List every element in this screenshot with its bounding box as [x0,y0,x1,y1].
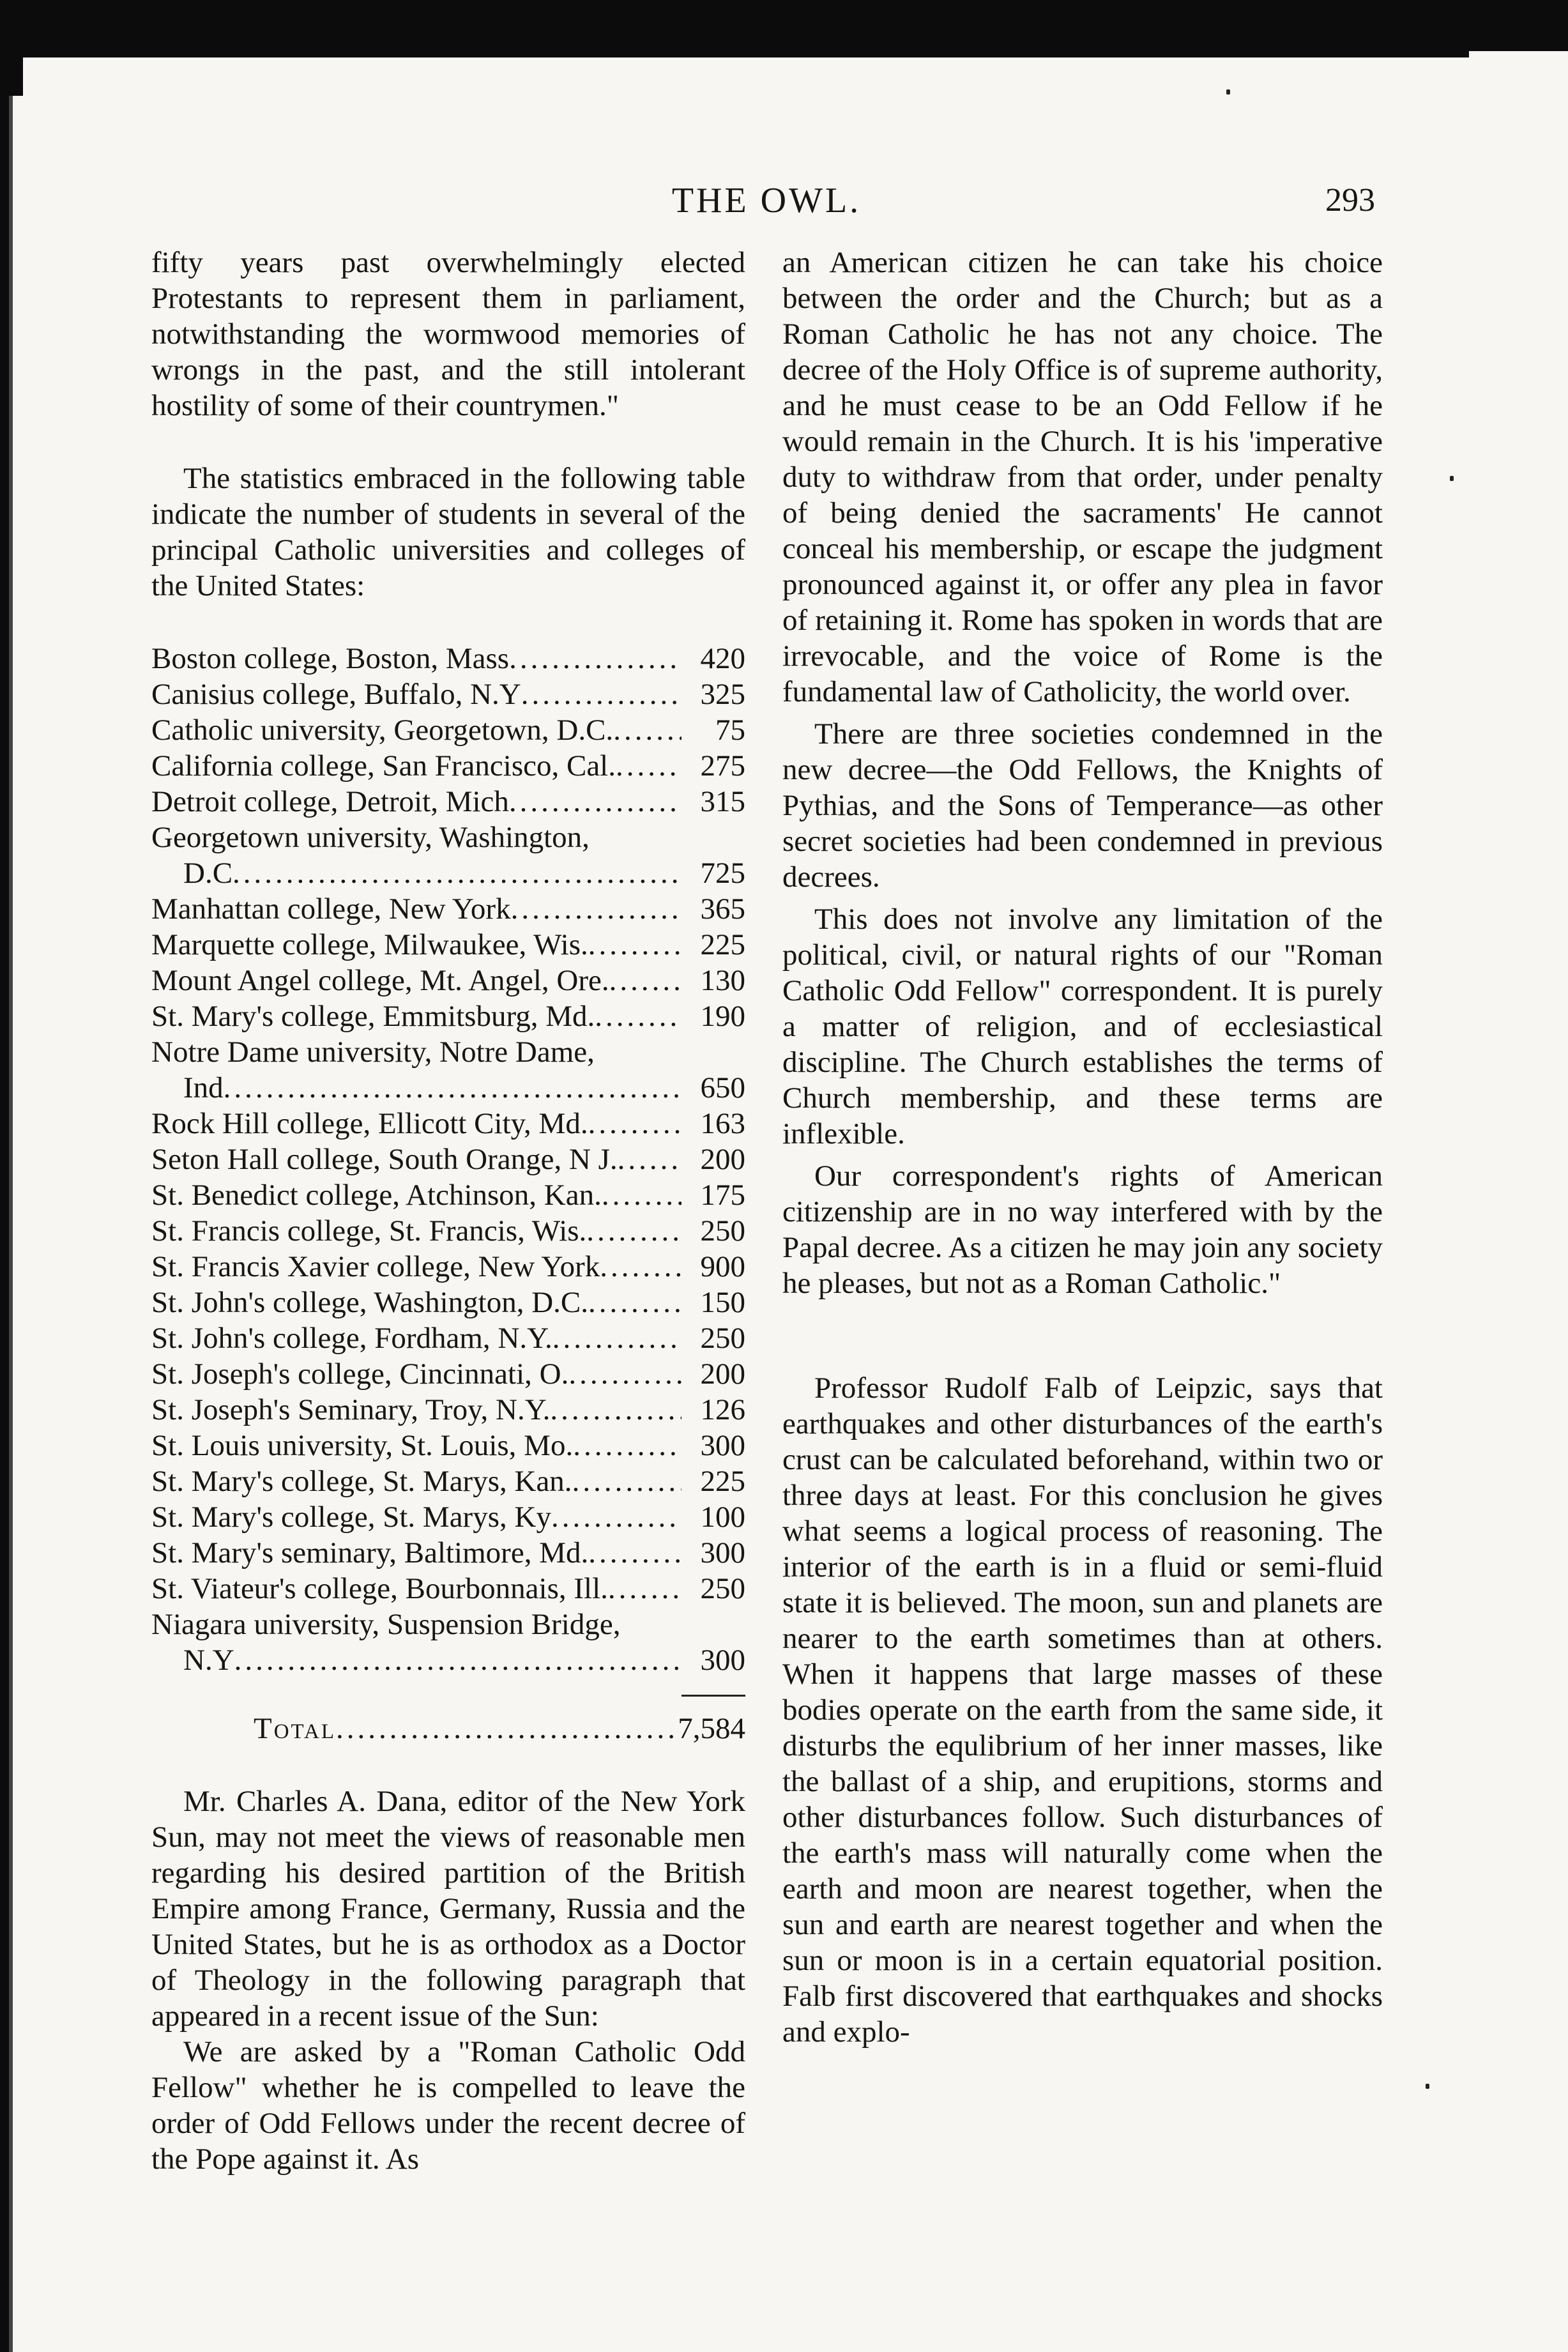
scan-corner-mark [9,57,23,96]
scan-speck [1426,2084,1429,2089]
paragraph: an American citizen he can take his choice between the order and the Church; but as a Roman Catholic he has not any choice. The decree of the Holy Office is of supreme authority, and he must cease to be an Odd Fellow if he would remain in the Church. It is his 'imperative duty to withdraw from that order, under penalty of being denied the sacraments' He cannot conceal his membership, or escape the judgment pronounced against it, or offer any plea in favor of retaining it. Rome has spoken in words that are irrevocable, and the voice of Rome is the fundamental law of Catholicity, the world over. [782,246,1383,708]
paragraph: Our correspondent's rights of American citizenship are in no way interfered with by the Papal decree. As a citizen he may join any society he pleases, but not as a Roman Catholic." [782,1159,1383,1300]
paragraph: We are asked by a "Roman Catholic Odd Fellow" whether he is compelled to leave the order of Odd Fellows under the recent decree of the Pope against it. As [151,2035,745,2176]
table-row: St. Joseph's college, Cincinnati, O. ..... 200 [151,1356,745,1392]
table-row: St. Francis college, St. Francis, Wis. ..... 250 [151,1213,745,1249]
table-row: Notre Dame university, Notre Dame, [151,1035,595,1069]
table-row: Seton Hall college, South Orange, N J. ..... 200 [151,1142,745,1177]
paragraph: The statistics embraced in the following table indicate the number of students in several of the principal Catholic universities and colleges of the United States: [151,462,745,602]
table-row: Manhattan college, New York ..... 365 [151,891,745,927]
paragraph: Mr. Charles A. Dana, editor of the New York Sun, may not meet the views of reasonable men regarding his desired partition of the British Empire among France, Germany, Russia and the United States, but he is as orthodox as a Doctor of Theology in the following paragraph that appeared in a recent issue of the Sun: [151,1785,745,2033]
paragraph: Professor Rudolf Falb of Leipzic, says that earthquakes and other disturbances of the earth's crust can be calculated beforehand, within two or three days at least. For this conclusion he gives what seems a logical process of reasoning. The interior of the earth is in a fluid or semi-fluid state it is believed. The moon, sun and planets are nearer to the earth sometimes than at others. When it happens that large masses of these bodies operate on the earth from the same side, it disturbs the equlibrium of her inner masses, like the ballast of a ship, and erupitions, storms and other disturbances follow. Such disturbances of the earth's mass will naturally come when the earth and moon are nearest together, when the sun and earth are nearest together and when the sun or moon is in a certain equatorial position. Falb first discovered that earthquakes and shocks and explo- [782,1371,1383,2049]
total-rule [681,1695,745,1697]
table-row: St. Viateur's college, Bourbonnais, Ill. ..... 250 [151,1571,745,1607]
paragraph: There are three societies condemned in the new decree—the Odd Fellows, the Knights of Pythias, and the Sons of Temperance—as other secret societies had been condemned in previous decrees. [782,717,1383,894]
scan-speck [1450,476,1454,481]
scan-left-shadow [9,57,13,2352]
table-row: St. Mary's seminary, Baltimore, Md. ..... 300 [151,1535,745,1571]
table-row: St. Joseph's Seminary, Troy, N.Y. ..... 126 [151,1392,745,1428]
table-row: Marquette college, Milwaukee, Wis. ..... 225 [151,927,745,963]
table-row: Canisius college, Buffalo, N.Y ..... 325 [151,676,745,712]
table-row: D.C ..... 725 [151,855,745,891]
table-row: Ind ..... 650 [151,1070,745,1106]
table-row: St. Louis university, St. Louis, Mo. ..... 300 [151,1428,745,1463]
page-number: 293 [1325,182,1375,218]
table-row: Detroit college, Detroit, Mich ..... 315 [151,784,745,820]
table-row: St. Mary's college, St. Marys, Ky ..... 100 [151,1499,745,1535]
table-row: St. Benedict college, Atchinson, Kan. ..... 175 [151,1177,745,1213]
right-column [782,245,1383,2050]
table-row: Niagara university, Suspension Bridge, [151,1608,621,1641]
total-value: 7,584 [678,1712,745,1745]
scan-top-border-step [0,51,1469,57]
table-row: Catholic university, Georgetown, D.C. ..... 75 [151,712,745,748]
college-enrollment-table [151,641,745,1746]
table-row: St. John's college, Fordham, N.Y. ..... 250 [151,1320,745,1356]
table-row: Boston college, Boston, Mass ..... 420 [151,641,745,676]
table-row: N.Y ..... 300 [151,1642,745,1678]
total-label: Total [254,1712,337,1745]
paragraph: This does not involve any limitation of the political, civil, or natural rights of our "Roman Catholic Odd Fellow" correspondent. It is purely a matter of religion, and of ecclesiastical discipline. The Church establishes the terms of Church membership, and these terms are inflexible. [782,903,1383,1150]
total-row [151,1711,745,1746]
scan-left-border [0,0,9,2352]
table-row: Georgetown university, Washington, [151,821,590,854]
running-title: THE OWL. [671,181,862,220]
table-row: Rock Hill college, Ellicott City, Md. ..... 163 [151,1106,745,1142]
table-row: California college, San Francisco, Cal. ..... 275 [151,748,745,784]
paragraph: fifty years past overwhelmingly elected Protestants to represent them in parliament, notwithstanding the wormwood memories of wrongs in the past, and the still intolerant hostility of some of their countrymen." [151,246,745,422]
table-row: St. Francis Xavier college, New York ..... 900 [151,1249,745,1285]
table-row: Mount Angel college, Mt. Angel, Ore. ..... 130 [151,963,745,998]
scan-top-border [0,0,1568,51]
table-row: St. Mary's college, Emmitsburg, Md. ..... 190 [151,998,745,1034]
table-row: St. John's college, Washington, D.C. ..... 150 [151,1285,745,1320]
table-row: St. Mary's college, St. Marys, Kan. ..... 225 [151,1463,745,1499]
scan-speck [1226,89,1230,95]
left-column [151,245,745,2177]
